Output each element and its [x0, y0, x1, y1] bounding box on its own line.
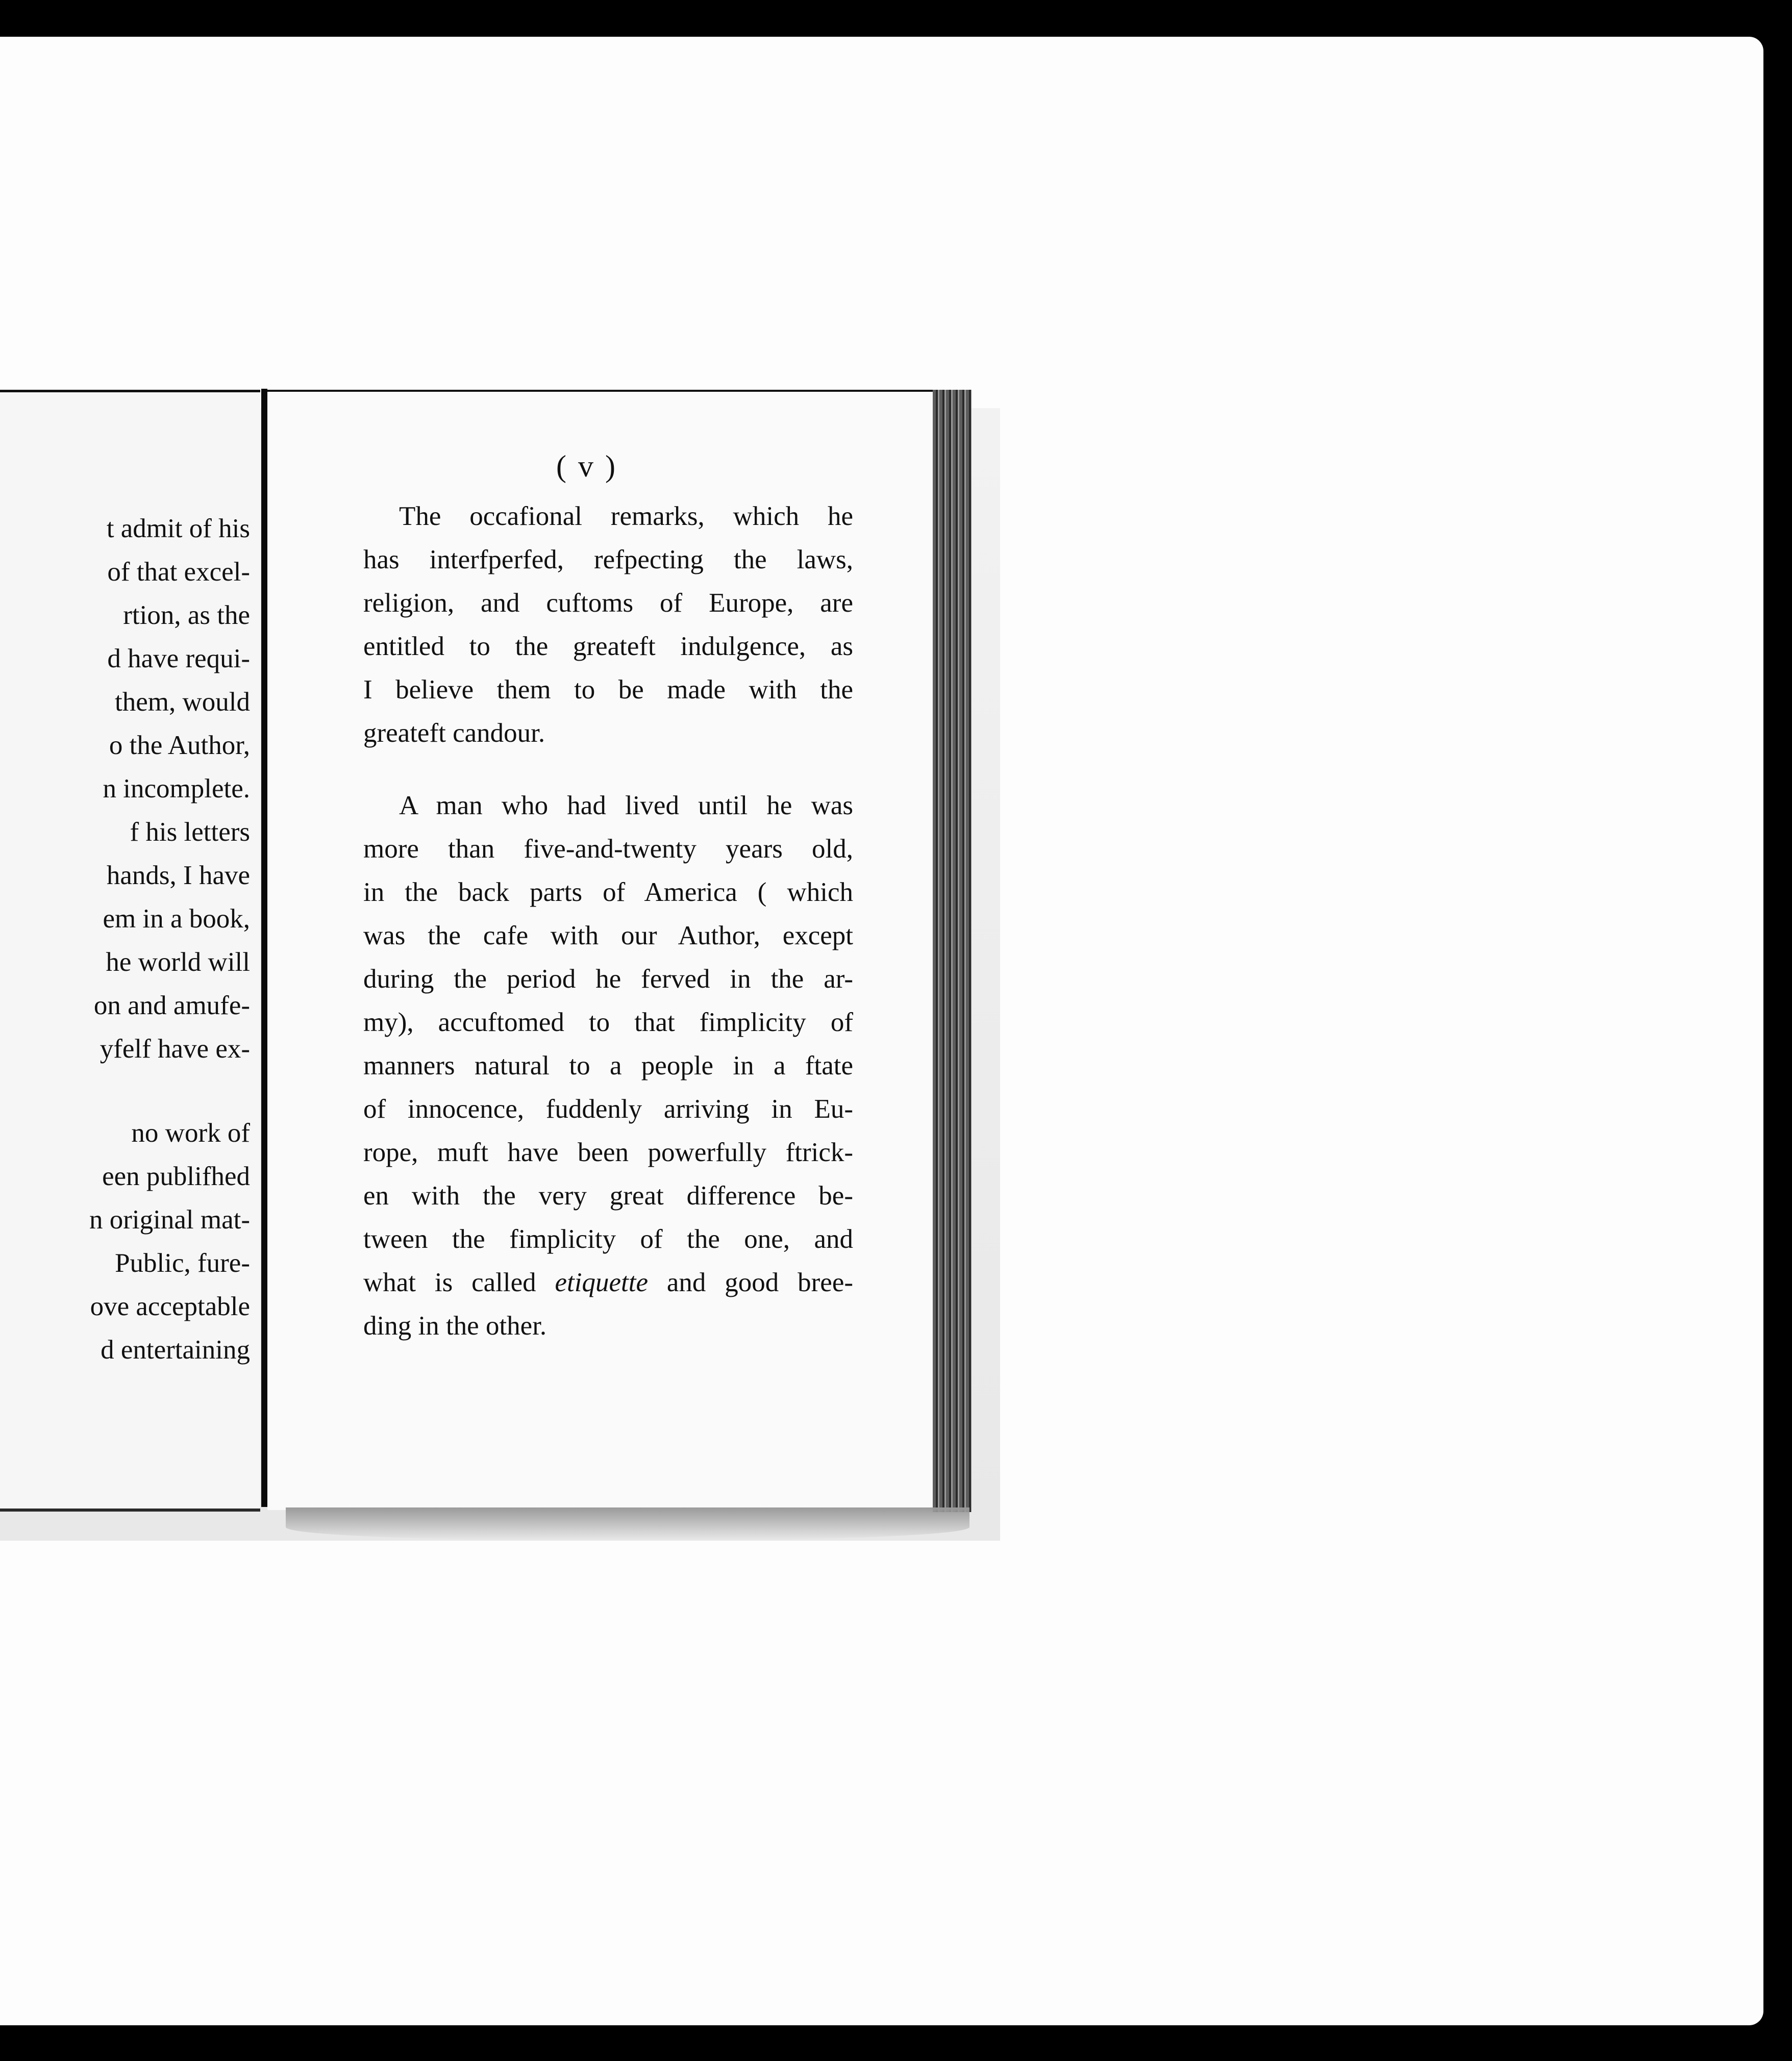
text-line: of innocence, fuddenly arriving in Eu-	[363, 1094, 853, 1124]
left-page	[0, 390, 260, 1512]
text-line: has interfperfed, refpecting the laws,	[363, 545, 853, 574]
text-line: manners natural to a people in a ftate	[363, 1051, 853, 1080]
left-line: rtion, as the	[123, 600, 250, 630]
left-line: he world will	[106, 947, 250, 977]
left-line: of that excel-	[107, 557, 250, 587]
text-line: was the cafe with our Author, except	[363, 921, 853, 950]
left-line: d have requi-	[107, 644, 250, 673]
text-line: tween the fimplicity of the one, and	[363, 1224, 853, 1254]
text-line: entitled to the greateft indulgence, as	[363, 632, 853, 661]
left-line: o the Author,	[109, 731, 250, 760]
left-line: t admit of his	[106, 514, 250, 543]
left-line: ove acceptable	[90, 1292, 250, 1321]
paragraph-gap	[0, 1071, 250, 1112]
text-line: in the back parts of America ( which	[363, 877, 853, 907]
italic-word: etiquette	[555, 1268, 648, 1297]
text-line: A man who had lived until he was	[399, 791, 853, 820]
left-line: no work of	[131, 1118, 250, 1148]
line-text-after: and good bree-	[648, 1268, 853, 1297]
text-line: greateft candour.	[363, 718, 545, 748]
page-number-header: ( v )	[556, 449, 617, 483]
left-line: d entertaining	[101, 1335, 250, 1365]
left-line: f his letters	[130, 817, 250, 847]
text-line: The occafional remarks, which he	[399, 501, 853, 531]
left-line: yfelf have ex-	[99, 1034, 250, 1064]
left-line: them, would	[115, 687, 250, 717]
line-text-before: what is called	[363, 1268, 555, 1297]
left-line: n incomplete.	[103, 774, 250, 803]
text-line: more than five-and-twenty years old,	[363, 834, 853, 864]
scan-edge-strip	[1763, 37, 1792, 2025]
left-line: em in a book,	[103, 904, 250, 934]
left-line: n original mat-	[89, 1205, 250, 1235]
paragraph-1	[363, 495, 853, 755]
text-line: religion, and cuftoms of Europe, are	[363, 588, 853, 618]
left-line: Public, fure-	[115, 1248, 250, 1278]
page-shadow	[286, 1507, 969, 1540]
left-line: een publifhed	[102, 1162, 250, 1191]
text-line: rope, muft have been powerfully ftrick-	[363, 1138, 853, 1167]
scan-bottom-band	[0, 2025, 1792, 2061]
text-line: during the period he ferved in the ar-	[363, 964, 853, 994]
text-line: my), accuftomed to that fimplicity of	[363, 1008, 853, 1037]
left-page-text	[0, 507, 250, 1372]
left-line: on and amufe-	[93, 991, 250, 1020]
book-gutter	[261, 389, 267, 1507]
left-line: hands, I have	[106, 861, 250, 890]
text-line: en with the very great difference be-	[363, 1181, 853, 1211]
text-line: I believe them to be made with the	[363, 675, 853, 705]
text-line-with-italic	[363, 1261, 853, 1304]
page-edges	[933, 390, 972, 1512]
text-line: ding in the other.	[363, 1311, 547, 1341]
paragraph-2	[363, 784, 853, 1348]
